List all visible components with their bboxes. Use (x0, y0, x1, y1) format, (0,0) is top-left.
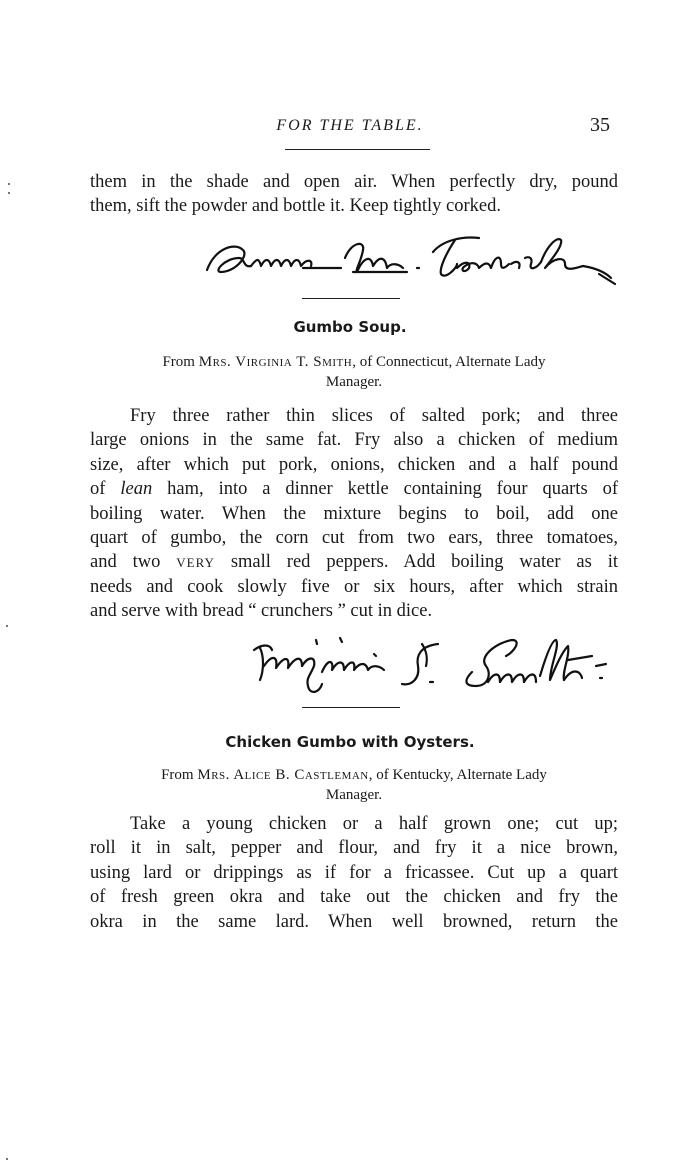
attribution-prefix: From (161, 767, 198, 783)
recipe-line: quart of gumbo, the corn cut from two ears, three tomatoes, (90, 527, 618, 548)
recipe-line: and two VERY small red peppers. Add boiling water as it (90, 552, 618, 573)
recipe-line: Take a young chicken or a half grown one; cut up; (130, 814, 618, 834)
attribution-title: Manager. (325, 374, 383, 390)
recipe-title-chicken-gumbo: Chicken Gumbo with Oysters. (225, 733, 475, 751)
attribution-name: Mrs. Virginia T. Smith (198, 354, 353, 370)
page-number: 35 (590, 114, 610, 136)
recipe-line: boiling water. When the mixture begins to boil, add one (90, 503, 618, 524)
intro-line: them in the shade and open air. When perfectly dry, pound (90, 172, 618, 192)
scan-mark (6, 1158, 8, 1160)
recipe-line: of lean ham, into a dinner kettle containing four quarts of (90, 479, 618, 500)
recipe-line: needs and cook slowly five or six hours, after which strain (90, 576, 618, 597)
scan-mark (6, 625, 8, 627)
signature-virginia-smith (250, 626, 630, 702)
running-head: FOR THE TABLE. (276, 117, 424, 134)
signature-anna-fosdick (195, 228, 625, 298)
recipe-title-gumbo-soup: Gumbo Soup. (293, 318, 407, 336)
emphasis-lean: lean (120, 479, 153, 500)
recipe-line: Fry three rather thin slices of salted pork; and three (130, 406, 618, 426)
recipe-line: using lard or drippings as if for a fricassee. Cut up a quart (90, 862, 618, 883)
recipe-line: of fresh green okra and take out the chicken and fry the (90, 887, 618, 908)
attribution-prefix: From (162, 354, 199, 370)
recipe-line: roll it in salt, pepper and flour, and fry it a nice brown, (90, 838, 618, 859)
scan-mark (8, 183, 10, 185)
recipe-line: large onions in the same fat. Fry also a chicken of medium (90, 430, 618, 451)
emphasis-very: VERY (176, 555, 215, 571)
section-divider (302, 707, 400, 708)
recipe-attribution (90, 352, 618, 392)
attribution-suffix: , of Connecticut, Alternate Lady (352, 354, 546, 370)
attribution-suffix: , of Kentucky, Alternate Lady (368, 767, 547, 783)
header-rule (285, 149, 430, 150)
recipe-line: and serve with bread “ crunchers ” cut in dice. (90, 601, 433, 622)
recipe-body-chicken-gumbo (90, 812, 618, 934)
intro-line: them, sift the powder and bottle it. Keep tightly corked. (90, 196, 502, 217)
scan-mark (8, 192, 10, 194)
recipe-body-gumbo-soup (90, 404, 618, 624)
recipe-attribution (90, 765, 618, 805)
recipe-line: okra in the same lard. When well browned, return the (90, 911, 618, 932)
recipe-line: size, after which put pork, onions, chicken and a half pound (90, 454, 618, 475)
attribution-name: Mrs. Alice B. Castleman (197, 767, 369, 783)
intro-paragraph (90, 170, 618, 219)
attribution-title: Manager. (325, 787, 383, 803)
section-divider (302, 298, 400, 299)
